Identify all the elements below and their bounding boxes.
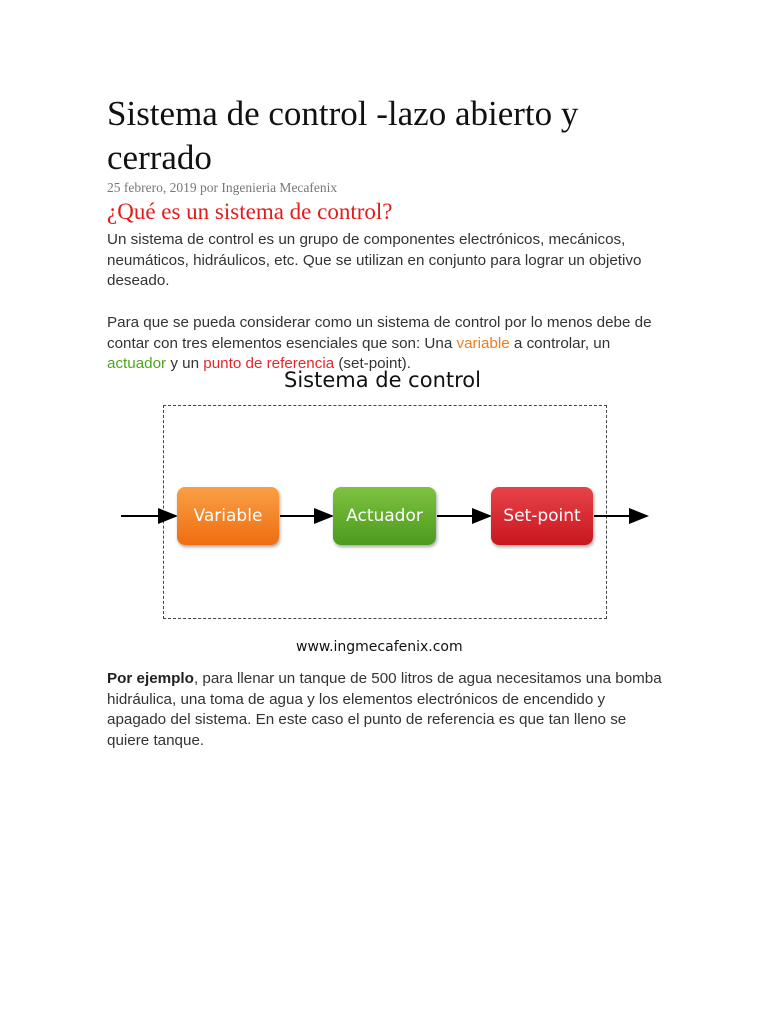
actuador-highlight: actuador: [107, 355, 167, 372]
diagram-caption: www.ingmecafenix.com: [296, 639, 463, 655]
variable-box: Variable: [177, 487, 279, 545]
paragraph-text: (set-point).: [334, 355, 411, 372]
setpoint-highlight: punto de referencia: [203, 355, 335, 372]
paragraph-text: , para llenar un tanque de 500 litros de agua necesitamos una bomba hidráulica, una toma de agua y los elementos electrónicos de encendido y apagado del sistema. En este caso el punto de referencia es que tan lleno se quiere tanque.: [107, 670, 662, 749]
diagram-title: Sistema de control: [284, 368, 481, 392]
section-heading: ¿Qué es un sistema de control?: [107, 199, 393, 224]
elements-paragraph: [107, 313, 667, 375]
example-label: Por ejemplo: [107, 670, 194, 687]
variable-highlight: variable: [456, 334, 510, 352]
setpoint-box: Set-point: [491, 487, 593, 545]
paragraph-text: y un: [166, 355, 204, 372]
system-boundary: [163, 405, 607, 619]
paragraph-text: a controlar, un: [509, 334, 611, 352]
example-paragraph: [107, 669, 667, 751]
intro-paragraph: Un sistema de control es un grupo de componentes electrónicos, mecánicos, neumáticos, hidráulicos, etc. Que se utilizan en conjunto para lograr un objetivo deseado.: [107, 231, 642, 289]
page-title: Sistema de control -lazo abierto y cerrado: [107, 94, 579, 177]
paragraph-text: Para que se pueda considerar como un sistema de control por lo menos debe de contar con tres elementos esenciales que son: Una: [107, 314, 652, 352]
actuador-box: Actuador: [333, 487, 436, 545]
post-meta: 25 febrero, 2019 por Ingenieria Mecafenix: [107, 180, 338, 195]
